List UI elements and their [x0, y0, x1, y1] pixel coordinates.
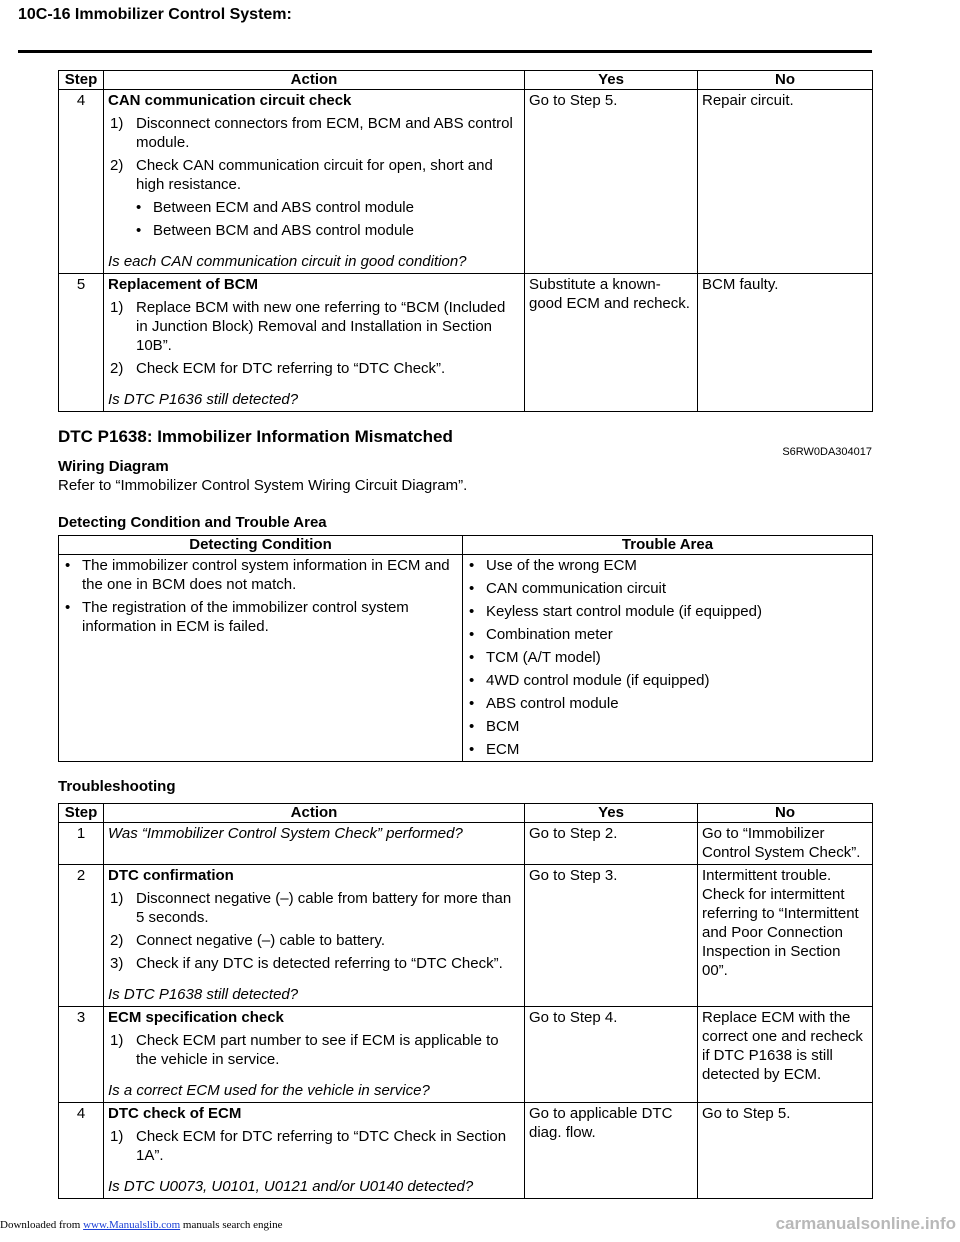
col-header-trouble-area: Trouble Area	[463, 536, 873, 555]
yes-cell: Substitute a known-good ECM and recheck.	[525, 274, 698, 412]
download-footer	[0, 1219, 282, 1231]
col-header-action: Action	[104, 804, 525, 823]
yes-cell: Go to Step 3.	[525, 865, 698, 1007]
trouble-area-cell	[463, 555, 873, 762]
yes-cell: Go to applicable DTC diag. flow.	[525, 1103, 698, 1199]
bullet-icon: •	[469, 649, 475, 666]
col-header-yes: Yes	[525, 804, 698, 823]
bullet-icon: •	[136, 199, 142, 216]
step-title: CAN communication circuit check	[108, 92, 352, 109]
manualslib-link[interactable]: www.Manualslib.com	[83, 1219, 181, 1231]
table-row	[59, 555, 873, 762]
list-item: 2) Connect negative (–) cable to battery.	[110, 932, 386, 949]
bullet-icon: •	[469, 626, 475, 643]
step-title: Replacement of BCM	[108, 276, 259, 293]
step-title: DTC check of ECM	[108, 1105, 242, 1122]
col-header-no: No	[698, 804, 873, 823]
table-row	[59, 90, 873, 274]
bullet-icon: •	[65, 557, 71, 574]
no-cell: BCM faulty.	[698, 274, 873, 412]
footer-suffix: manuals search engine	[180, 1219, 283, 1231]
bullet-icon: •	[136, 222, 142, 239]
footer-prefix: Downloaded from	[0, 1219, 84, 1231]
troubleshooting-heading: Troubleshooting	[58, 778, 176, 795]
condition-cell	[59, 555, 463, 762]
bullet-item: • ECM	[469, 741, 520, 758]
no-cell: Repair circuit.	[698, 90, 873, 274]
step-title: DTC confirmation	[108, 867, 234, 884]
step-question: Is DTC P1636 still detected?	[108, 391, 299, 408]
bullet-item: • Combination meter	[469, 626, 613, 643]
table-header-row	[59, 71, 873, 90]
yes-cell: Go to Step 4.	[525, 1007, 698, 1103]
header-rule	[18, 50, 872, 53]
bullet-icon: •	[469, 718, 475, 735]
list-item: 1) Check ECM for DTC referring to “DTC Check in Section 1A”.	[110, 1128, 507, 1164]
table-header-row	[59, 804, 873, 823]
no-cell: Intermittent trouble. Check for intermittent referring to “Intermittent and Poor Connection Inspection in Section 00”.	[698, 865, 873, 1007]
action-cell	[104, 823, 525, 865]
step-number: 4	[59, 1103, 104, 1199]
table-row	[59, 1103, 873, 1199]
table-row	[59, 865, 873, 1007]
table-row	[59, 823, 873, 865]
no-cell: Go to “Immobilizer Control System Check”.	[698, 823, 873, 865]
wiring-text: Refer to “Immobilizer Control System Wiring Circuit Diagram”.	[58, 477, 468, 494]
list-item: 1) Replace BCM with new one referring to “BCM (Included in Junction Block) Removal and Installation in Section 10B”.	[110, 299, 506, 354]
step-number: 4	[59, 90, 104, 274]
bullet-item: • BCM	[469, 718, 520, 735]
watermark: carmanualsonline.info	[775, 1214, 956, 1233]
detect-table	[58, 535, 873, 762]
col-header-yes: Yes	[525, 71, 698, 90]
list-item: 1) Disconnect negative (–) cable from battery for more than 5 seconds.	[110, 890, 512, 926]
bullet-icon: •	[469, 672, 475, 689]
action-cell	[104, 1103, 525, 1199]
step-number: 5	[59, 274, 104, 412]
bullet-item: • Between ECM and ABS control module	[136, 199, 414, 216]
table-row	[59, 274, 873, 412]
table-step-continued	[58, 70, 873, 412]
action-cell	[104, 274, 525, 412]
table-header-row	[59, 536, 873, 555]
page-header: 10C-16 Immobilizer Control System:	[18, 6, 292, 23]
col-header-condition: Detecting Condition	[59, 536, 463, 555]
no-cell: Go to Step 5.	[698, 1103, 873, 1199]
list-item: 1) Disconnect connectors from ECM, BCM and ABS control module.	[110, 115, 513, 151]
yes-cell: Go to Step 5.	[525, 90, 698, 274]
section-title: DTC P1638: Immobilizer Information Mismatched	[58, 427, 453, 446]
list-item: 2) Check CAN communication circuit for open, short and high resistance.	[110, 157, 493, 193]
bullet-item: • The registration of the immobilizer control system information in ECM is failed.	[65, 599, 409, 635]
step-question: Is DTC P1638 still detected?	[108, 986, 299, 1003]
bullet-item: • The immobilizer control system information in ECM and the one in BCM does not match.	[65, 557, 450, 593]
bullet-item: • ABS control module	[469, 695, 619, 712]
col-header-step: Step	[59, 71, 104, 90]
action-cell	[104, 865, 525, 1007]
list-item: 1) Check ECM part number to see if ECM is applicable to the vehicle in service.	[110, 1032, 499, 1068]
bullet-item: • TCM (A/T model)	[469, 649, 601, 666]
col-header-no: No	[698, 71, 873, 90]
bullet-icon: •	[469, 695, 475, 712]
step-number: 3	[59, 1007, 104, 1103]
action-cell	[104, 1007, 525, 1103]
step-number: 1	[59, 823, 104, 865]
bullet-icon: •	[469, 557, 475, 574]
no-cell: Replace ECM with the correct one and recheck if DTC P1638 is still detected by ECM.	[698, 1007, 873, 1103]
step-question: Is a correct ECM used for the vehicle in service?	[108, 1082, 430, 1099]
troubleshooting-table	[58, 803, 873, 1199]
step-question: Is each CAN communication circuit in good condition?	[108, 253, 467, 270]
step-question: Is DTC U0073, U0101, U0121 and/or U0140 detected?	[108, 1178, 474, 1195]
step-number: 2	[59, 865, 104, 1007]
bullet-item: • 4WD control module (if equipped)	[469, 672, 710, 689]
step-title: ECM specification check	[108, 1009, 284, 1026]
col-header-step: Step	[59, 804, 104, 823]
bullet-item: • CAN communication circuit	[469, 580, 667, 597]
bullet-icon: •	[469, 580, 475, 597]
bullet-icon: •	[469, 603, 475, 620]
bullet-item: • Use of the wrong ECM	[469, 557, 637, 574]
bullet-icon: •	[65, 599, 71, 616]
action-cell	[104, 90, 525, 274]
list-item: 3) Check if any DTC is detected referring to “DTC Check”.	[110, 955, 503, 972]
bullet-item: • Between BCM and ABS control module	[136, 222, 414, 239]
bullet-icon: •	[469, 741, 475, 758]
detect-heading: Detecting Condition and Trouble Area	[58, 514, 327, 531]
step-question: Was “Immobilizer Control System Check” performed?	[108, 825, 463, 842]
col-header-action: Action	[104, 71, 525, 90]
section-code: S6RW0DA304017	[782, 446, 872, 458]
bullet-item: • Keyless start control module (if equipped)	[469, 603, 762, 620]
table-row	[59, 1007, 873, 1103]
yes-cell: Go to Step 2.	[525, 823, 698, 865]
wiring-heading: Wiring Diagram	[58, 458, 169, 475]
list-item: 2) Check ECM for DTC referring to “DTC Check”.	[110, 360, 446, 377]
